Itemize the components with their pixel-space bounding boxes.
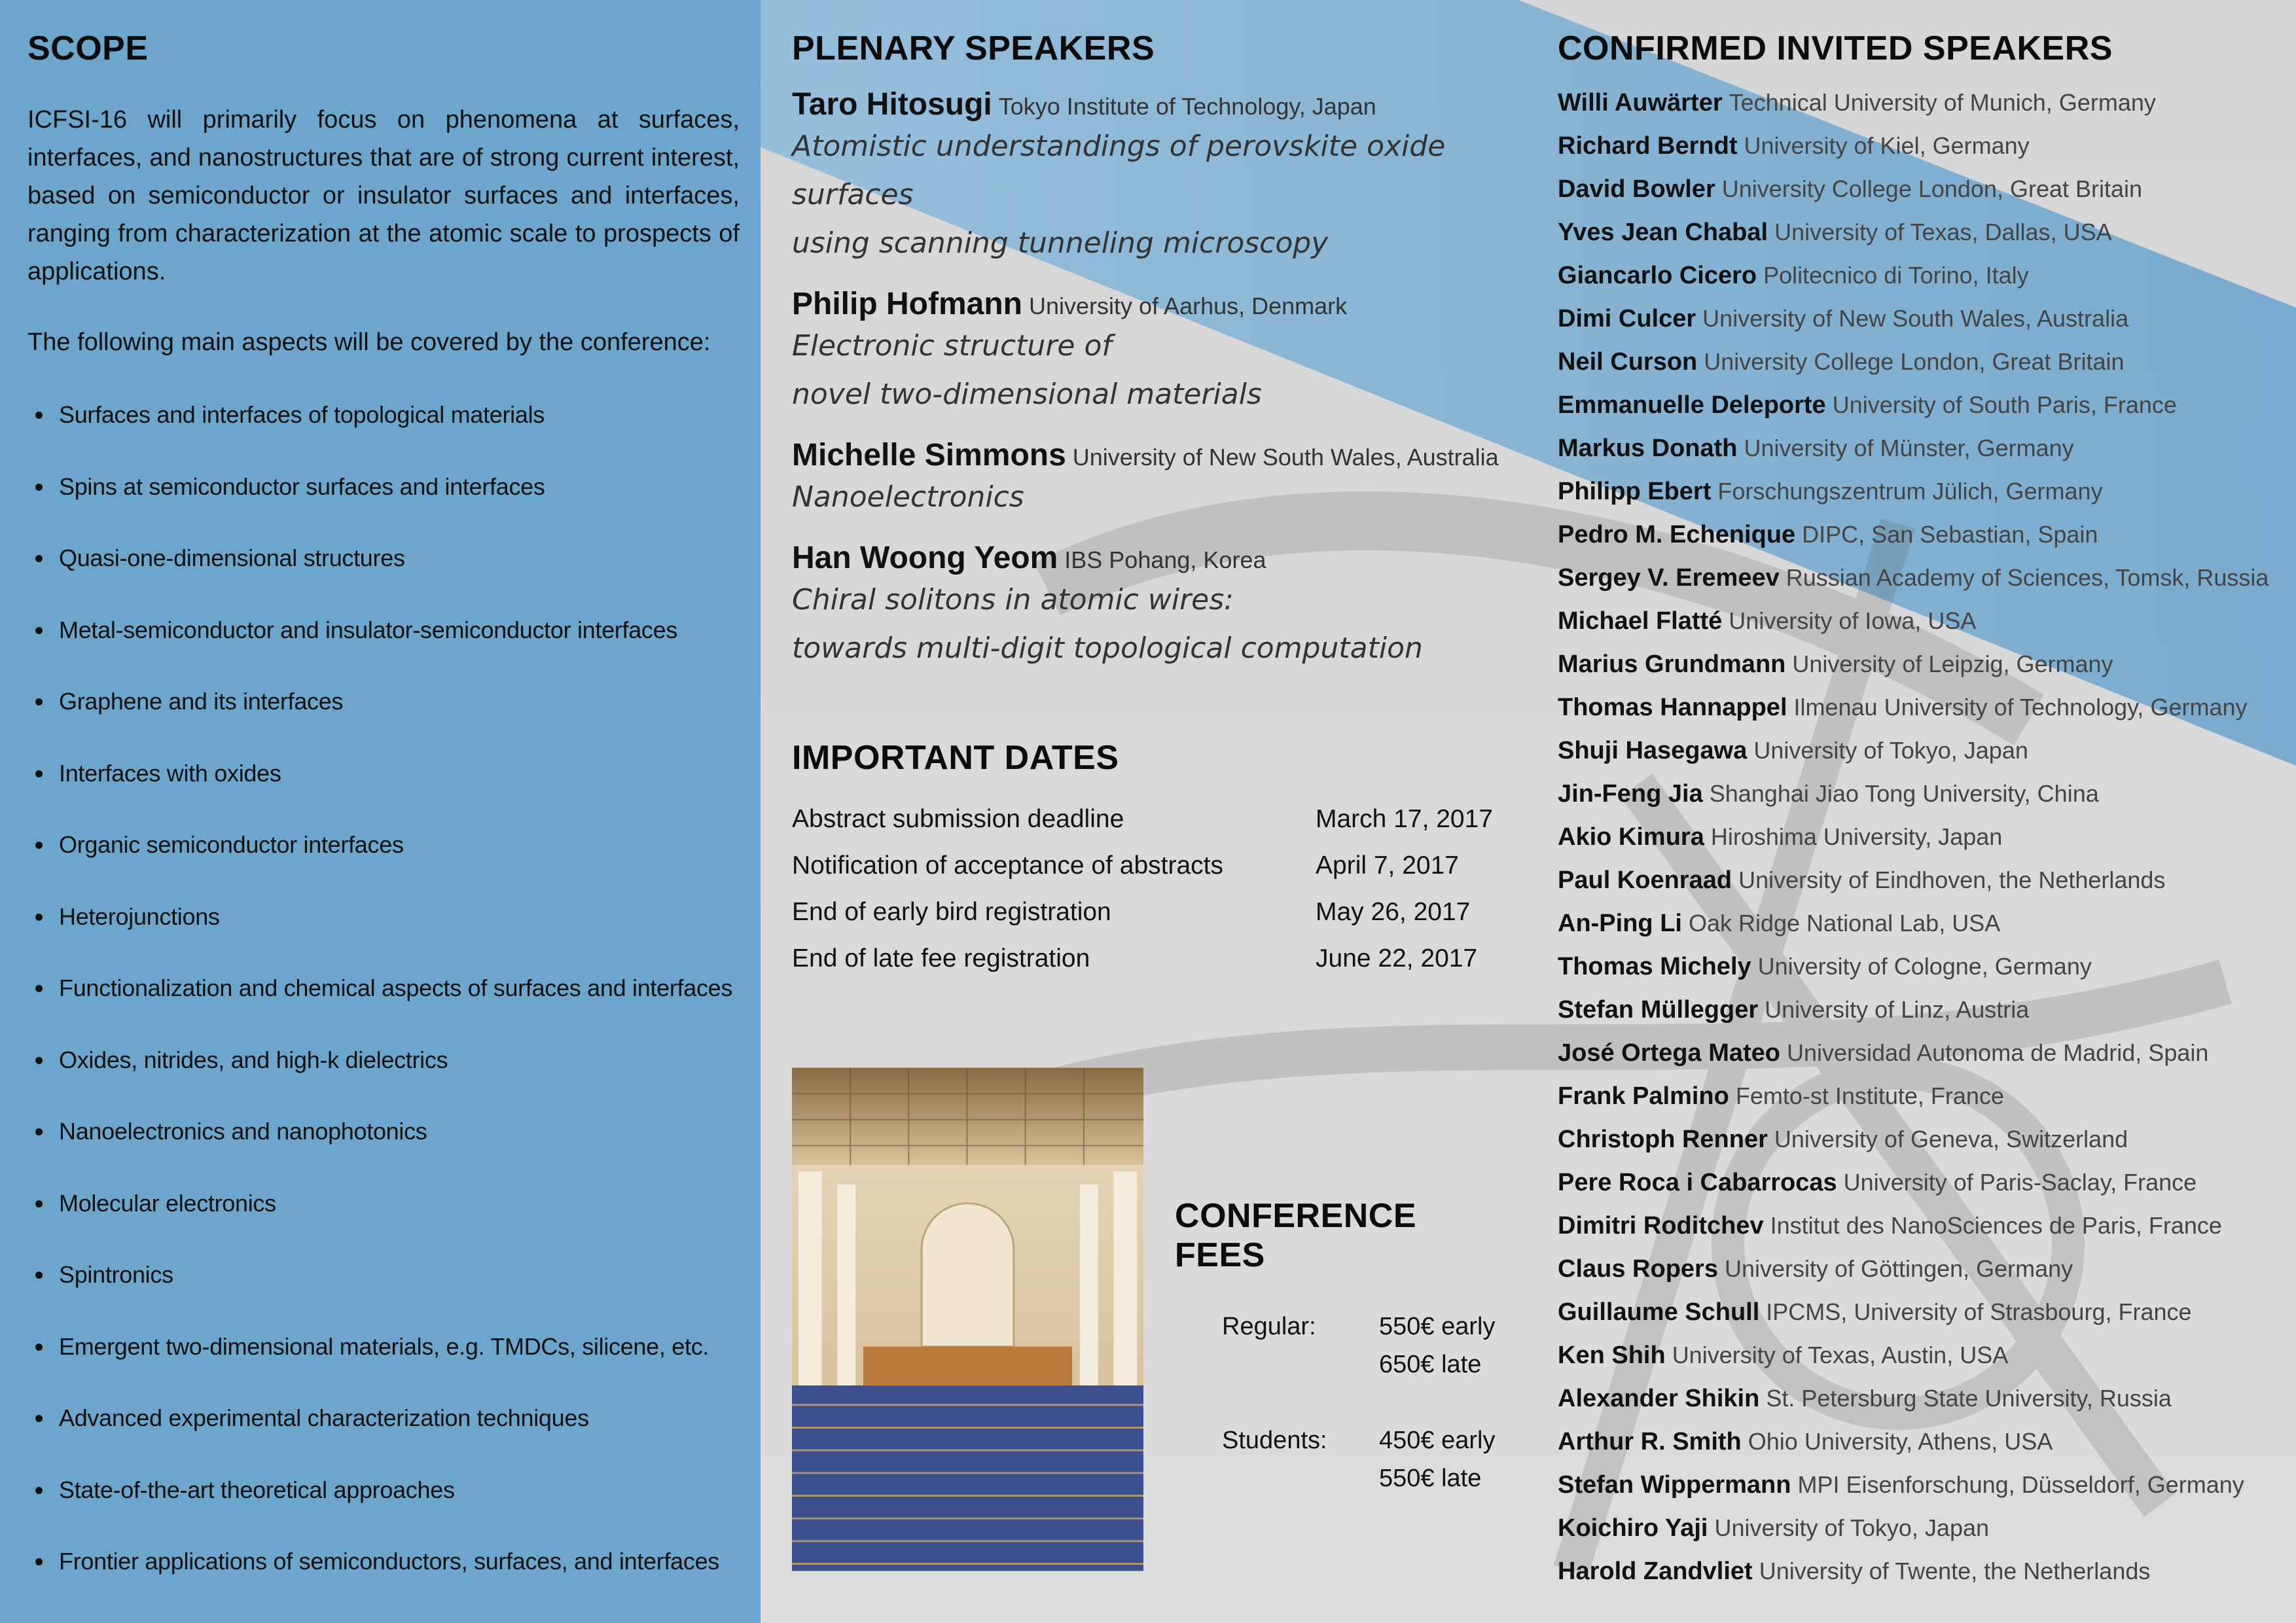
speaker-name: David Bowler [1558, 175, 1715, 203]
speaker-affiliation: St. Petersburg State University, Russia [1766, 1385, 2172, 1412]
speaker-name: Han Woong Yeom [792, 541, 1058, 575]
invited-speaker [1558, 211, 2278, 254]
speaker-affiliation: Ilmenau University of Technology, Germany [1793, 694, 2248, 721]
speaker-affiliation: Tokyo Institute of Technology, Japan [998, 93, 1376, 120]
fees-heading: CONFERENCE FEES [1175, 1197, 1417, 1274]
speaker-name: Harold Zandvliet [1558, 1558, 1753, 1585]
speaker-name: Alexander Shikin [1558, 1385, 1760, 1412]
invited-panel [1558, 0, 2278, 1593]
speaker-affiliation: University of Tokyo, Japan [1753, 737, 2028, 764]
speaker-affiliation: Oak Ridge National Lab, USA [1688, 910, 2001, 936]
talk-title-line: Chiral solitons in atomic wires: [792, 583, 1234, 616]
speaker-name: Marius Grundmann [1558, 651, 1786, 678]
speaker-affiliation: DIPC, San Sebastian, Spain [1802, 521, 2098, 548]
speaker-name: Sergey V. Eremeev [1558, 564, 1780, 592]
invited-speaker [1558, 1463, 2278, 1507]
speaker-affiliation: University College London, Great Britain [1704, 348, 2125, 375]
plenary-speaker [792, 437, 1512, 522]
invited-speaker [1558, 1334, 2278, 1377]
speaker-affiliation: Hiroshima University, Japan [1710, 823, 2003, 850]
speaker-affiliation: University of Tokyo, Japan [1714, 1514, 1990, 1541]
speaker-affiliation: University of New South Wales, Australia [1702, 305, 2129, 332]
scope-panel [0, 0, 761, 1623]
topic-item: Spintronics [27, 1260, 740, 1332]
speaker-name: Ken Shih [1558, 1342, 1666, 1369]
invited-speaker [1558, 297, 2278, 340]
invited-speaker [1558, 556, 2278, 599]
invited-speaker [1558, 1420, 2278, 1463]
topic-item: Organic semiconductor interfaces [27, 830, 740, 902]
invited-speaker [1558, 643, 2278, 686]
topic-item: Quasi-one-dimensional structures [27, 544, 740, 616]
speaker-affiliation: University of Aarhus, Denmark [1028, 293, 1348, 319]
invited-speaker [1558, 1247, 2278, 1291]
speaker-name: Claus Ropers [1558, 1255, 1718, 1283]
invited-speaker [1558, 427, 2278, 470]
date-label: Abstract submission deadline [792, 805, 1124, 833]
invited-speaker [1558, 1507, 2278, 1550]
talk-title-line: using scanning tunneling microscopy [792, 226, 1329, 260]
speaker-name: Taro Hitosugi [792, 87, 992, 122]
talk-title-line: Atomistic understandings of perovskite oxide surfaces [792, 130, 1446, 211]
speaker-name: Christoph Renner [1558, 1126, 1768, 1153]
invited-speaker [1558, 340, 2278, 383]
speaker-affiliation: University of New South Wales, Australia [1072, 444, 1499, 471]
speaker-affiliation: University of Twente, the Netherlands [1759, 1558, 2151, 1584]
speaker-affiliation: Universidad Autonoma de Madrid, Spain [1787, 1039, 2209, 1066]
speaker-name: Frank Palmino [1558, 1082, 1729, 1110]
photo-and-fees [792, 1065, 1513, 1573]
speaker-affiliation: Technical University of Munich, Germany [1729, 89, 2156, 116]
topic-item: Interfaces with oxides [27, 759, 740, 831]
speaker-name: Koichiro Yaji [1558, 1514, 1708, 1542]
speaker-affiliation: Russian Academy of Sciences, Tomsk, Russia [1785, 564, 2269, 591]
speaker-affiliation: University of Iowa, USA [1729, 607, 1977, 634]
speaker-affiliation: Ohio University, Athens, USA [1748, 1428, 2053, 1455]
fee-category: Regular: [1222, 1313, 1316, 1340]
plenary-speaker [792, 286, 1512, 419]
invited-heading: CONFIRMED INVITED SPEAKERS [1558, 29, 2113, 67]
invited-speaker [1558, 168, 2278, 211]
speaker-name: Paul Koenraad [1558, 866, 1732, 894]
speaker-name: Jin-Feng Jia [1558, 780, 1703, 808]
speaker-name: Pere Roca i Cabarrocas [1558, 1169, 1837, 1196]
invited-speaker [1558, 1550, 2278, 1593]
speaker-affiliation: University of Geneva, Switzerland [1774, 1126, 2128, 1152]
speaker-name: Philip Hofmann [792, 287, 1022, 321]
invited-speaker [1558, 124, 2278, 168]
invited-speaker [1558, 902, 2278, 945]
speaker-affiliation: Politecnico di Torino, Italy [1763, 262, 2029, 289]
speaker-name: Stefan Müllegger [1558, 996, 1759, 1024]
plenary-heading: PLENARY SPEAKERS [792, 29, 1155, 67]
date-value: March 17, 2017 [1316, 805, 1494, 833]
invited-speaker [1558, 1031, 2278, 1075]
invited-speaker [1558, 815, 2278, 859]
speaker-affiliation: University of Eindhoven, the Netherlands [1738, 866, 2166, 893]
speaker-name: Emmanuelle Deleporte [1558, 391, 1826, 419]
talk-title-line: Electronic structure of [792, 329, 1112, 363]
plenary-speaker [792, 86, 1512, 268]
speaker-name: Yves Jean Chabal [1558, 219, 1768, 246]
invited-speaker [1558, 729, 2278, 772]
invited-speaker [1558, 1377, 2278, 1420]
speaker-affiliation: University of Kiel, Germany [1744, 132, 2030, 159]
topic-item: Molecular electronics [27, 1189, 740, 1261]
invited-speaker [1558, 772, 2278, 815]
fee-category: Students: [1222, 1427, 1327, 1454]
fee-amount: 550€ late [1379, 1465, 1482, 1492]
scope-paragraph: ICFSI-16 will primarily focus on phenomena at surfaces, interfaces, and nanostructures that are of strong current interest, based on semiconductor or insulator surfaces and interfaces, ranging from characterization at the atomic scale to prospects of applications. [27, 106, 740, 285]
topic-item: Emergent two-dimensional materials, e.g. TMDCs, silicene, etc. [27, 1332, 740, 1404]
speaker-affiliation: Shanghai Jiao Tong University, China [1709, 780, 2099, 807]
speaker-name: Neil Curson [1558, 348, 1698, 376]
concert-hall-photo [792, 1065, 1143, 1573]
speaker-affiliation: IBS Pohang, Korea [1064, 546, 1266, 573]
invited-speaker [1558, 1291, 2278, 1334]
fee-amount: 450€ early [1379, 1427, 1496, 1454]
dates-table [792, 796, 1512, 982]
speaker-affiliation: University of Paris-Saclay, France [1843, 1169, 2197, 1196]
invited-speaker [1558, 383, 2278, 427]
talk-title-line: towards multi-digit topological computation [792, 632, 1423, 665]
topic-item: Graphene and its interfaces [27, 687, 740, 759]
date-value: June 22, 2017 [1316, 944, 1478, 972]
speaker-affiliation: University College London, Great Britain [1721, 175, 2143, 202]
speaker-name: Michael Flatté [1558, 607, 1723, 635]
speaker-affiliation: University of Cologne, Germany [1757, 953, 2092, 980]
topic-item: Frontier applications of semiconductors, surfaces, and interfaces [27, 1547, 740, 1619]
topic-item: Heterojunctions [27, 902, 740, 974]
date-label: Notification of acceptance of abstracts [792, 851, 1224, 880]
topic-item: Surfaces and interfaces of topological materials [27, 401, 740, 473]
topic-item: Metal-semiconductor and insulator-semiconductor interfaces [27, 616, 740, 688]
invited-speaker [1558, 470, 2278, 513]
dates-heading: IMPORTANT DATES [792, 739, 1119, 777]
date-value: May 26, 2017 [1316, 898, 1471, 926]
invited-speaker [1558, 513, 2278, 556]
invited-speaker [1558, 1118, 2278, 1161]
speaker-affiliation: University of Münster, Germany [1744, 435, 2074, 461]
speaker-name: Philipp Ebert [1558, 478, 1712, 505]
topic-item: State-of-the-art theoretical approaches [27, 1476, 740, 1548]
speaker-name: Arthur R. Smith [1558, 1428, 1742, 1455]
invited-speaker [1558, 254, 2278, 297]
speaker-affiliation: University of South Paris, France [1832, 391, 2177, 418]
speaker-name: Giancarlo Cicero [1558, 262, 1757, 289]
dates-row [792, 935, 1512, 982]
speaker-name: Michelle Simmons [792, 438, 1066, 473]
plenary-speaker [792, 540, 1512, 673]
invited-speaker [1558, 1075, 2278, 1118]
invited-speaker [1558, 945, 2278, 988]
speaker-name: Dimitri Roditchev [1558, 1212, 1764, 1240]
speaker-name: Thomas Michely [1558, 953, 1751, 980]
speaker-affiliation: Institut des NanoSciences de Paris, France [1770, 1212, 2222, 1239]
speaker-affiliation: Femto-st Institute, France [1735, 1082, 2004, 1109]
dates-row [792, 796, 1512, 842]
speaker-affiliation: University of Linz, Austria [1765, 996, 2030, 1023]
talk-title-line: novel two-dimensional materials [792, 378, 1262, 411]
talk-title-line: Nanoelectronics [792, 480, 1024, 514]
speaker-affiliation: University of Leipzig, Germany [1792, 651, 2113, 677]
speaker-affiliation: Forschungszentrum Jülich, Germany [1717, 478, 2103, 505]
date-value: April 7, 2017 [1316, 851, 1459, 880]
speaker-name: An-Ping Li [1558, 910, 1682, 937]
fees-table [1222, 1308, 1513, 1497]
invited-speaker [1558, 81, 2278, 124]
date-label: End of late fee registration [792, 944, 1090, 972]
topic-item: Nanoelectronics and nanophotonics [27, 1117, 740, 1189]
speaker-name: Stefan Wippermann [1558, 1471, 1791, 1499]
speaker-affiliation: IPCMS, University of Strasbourg, France [1766, 1298, 2192, 1325]
invited-speaker [1558, 1204, 2278, 1247]
speaker-name: Akio Kimura [1558, 823, 1704, 851]
speaker-name: Guillaume Schull [1558, 1298, 1760, 1326]
invited-speaker [1558, 859, 2278, 902]
speaker-name: Shuji Hasegawa [1558, 737, 1748, 764]
speaker-name: Dimi Culcer [1558, 305, 1696, 332]
speaker-affiliation: MPI Eisenforschung, Düsseldorf, Germany [1797, 1471, 2244, 1498]
scope-heading: SCOPE [27, 29, 149, 67]
speaker-affiliation: University of Texas, Austin, USA [1672, 1342, 2009, 1368]
speaker-affiliation: University of Texas, Dallas, USA [1774, 219, 2112, 245]
topic-item: Functionalization and chemical aspects of surfaces and interfaces [27, 974, 740, 1046]
topic-item: Advanced experimental characterization techniques [27, 1404, 740, 1476]
date-label: End of early bird registration [792, 898, 1111, 926]
dates-row [792, 889, 1512, 935]
invited-speaker [1558, 988, 2278, 1031]
fees-block [1175, 1196, 1513, 1573]
speaker-name: José Ortega Mateo [1558, 1039, 1780, 1067]
scope-intro: The following main aspects will be covered by the conference: [27, 329, 711, 356]
speaker-name: Willi Auwärter [1558, 89, 1723, 116]
fee-amount: 550€ early [1379, 1313, 1496, 1340]
speaker-name: Thomas Hannappel [1558, 694, 1787, 721]
invited-speakers-list [1558, 81, 2278, 1593]
invited-speaker [1558, 686, 2278, 729]
topic-item: Oxides, nitrides, and high-k dielectrics [27, 1046, 740, 1118]
topic-item: Spins at semiconductor surfaces and interfaces [27, 473, 740, 544]
invited-speaker [1558, 1161, 2278, 1204]
speaker-name: Pedro M. Echenique [1558, 521, 1796, 548]
speaker-name: Richard Berndt [1558, 132, 1738, 160]
plenary-panel [792, 0, 1512, 1492]
speaker-affiliation: University of Göttingen, Germany [1724, 1255, 2073, 1282]
invited-speaker [1558, 599, 2278, 643]
topics-list [27, 401, 740, 1619]
speaker-name: Markus Donath [1558, 435, 1738, 462]
fee-amount: 650€ late [1379, 1351, 1482, 1378]
dates-row [792, 842, 1512, 889]
